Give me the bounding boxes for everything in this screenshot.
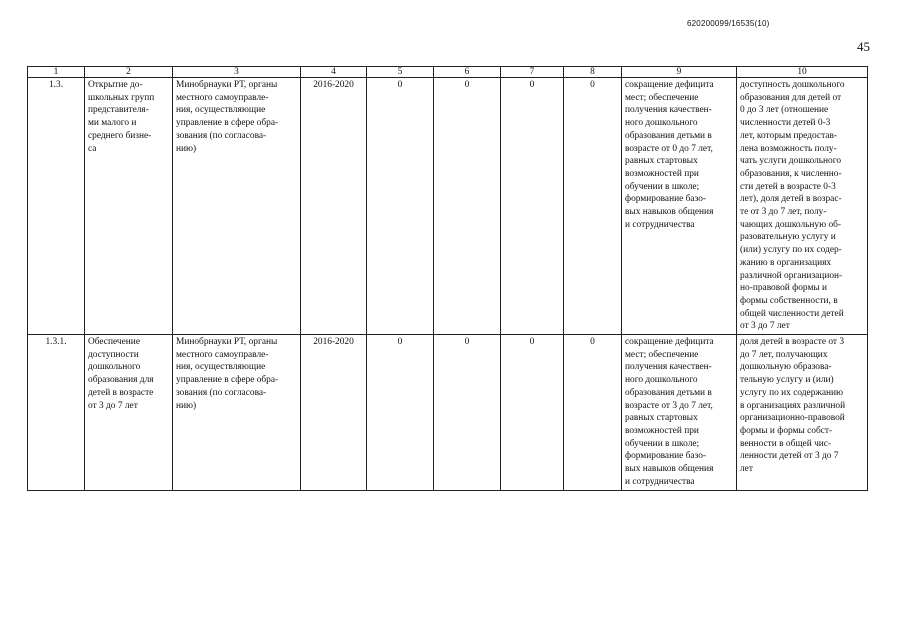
table-row bbox=[28, 78, 868, 335]
value-cell-6: 0 bbox=[434, 78, 501, 335]
executor-cell: Минобрнауки РТ, органы местного самоуправле- ния, осуществляющие управление в сфере обра- зования (по согласова- нию) bbox=[173, 335, 301, 490]
column-header-10: 10 bbox=[737, 67, 868, 78]
column-header-9: 9 bbox=[622, 67, 737, 78]
value-cell-7: 0 bbox=[501, 335, 564, 490]
executor-cell: Минобрнауки РТ, органы местного самоуправле- ния, осуществляющие управление в сфере обра- зования (по согласова- нию) bbox=[173, 78, 301, 335]
value-cell-8: 0 bbox=[564, 335, 622, 490]
indicator-cell: доля детей в возрасте от 3 до 7 лет, получающих дошкольную образова- тельную услугу и (или) услугу по их содержанию в организациях различной организационно-правовой формы и формы собст- венности в общей чис- ленности детей от 3 до 7 лет bbox=[737, 335, 868, 490]
column-header-5: 5 bbox=[367, 67, 434, 78]
period-cell: 2016-2020 bbox=[301, 78, 367, 335]
value-cell-7: 0 bbox=[501, 78, 564, 335]
column-header-4: 4 bbox=[301, 67, 367, 78]
value-cell-5: 0 bbox=[367, 335, 434, 490]
table-row bbox=[28, 335, 868, 490]
column-header-8: 8 bbox=[564, 67, 622, 78]
column-header-6: 6 bbox=[434, 67, 501, 78]
program-measures-table bbox=[27, 66, 868, 491]
column-number-header-row bbox=[28, 67, 868, 78]
column-header-3: 3 bbox=[173, 67, 301, 78]
column-header-7: 7 bbox=[501, 67, 564, 78]
page-number: 45 bbox=[857, 39, 870, 54]
row-number-cell: 1.3. bbox=[28, 78, 85, 335]
period-cell: 2016-2020 bbox=[301, 335, 367, 490]
row-number-cell: 1.3.1. bbox=[28, 335, 85, 490]
value-cell-8: 0 bbox=[564, 78, 622, 335]
value-cell-6: 0 bbox=[434, 335, 501, 490]
column-header-2: 2 bbox=[85, 67, 173, 78]
document-number: 620200099/16535(10) bbox=[687, 19, 770, 28]
value-cell-5: 0 bbox=[367, 78, 434, 335]
expected-result-cell: сокращение дефицита мест; обеспечение получения качествен- ного дошкольного образования детьми в возрасте от 3 до 7 лет, равных стартовых возможностей при обучении в школе; формирование базо- вых навыков общения и сотрудничества bbox=[622, 335, 737, 490]
column-header-1: 1 bbox=[28, 67, 85, 78]
indicator-cell: доступность дошкольного образования для детей от 0 до 3 лет (отношение численности детей 0-3 лет, которым предостав- лена возможность полу- чать услуги дошкольного образования, к численно- сти детей в возрасте 0-3 лет), доля детей в возрас- те от 3 до 7 лет, полу- чающих дошкольную об- разовательную услугу и (или) услугу по их содер- жанию в организациях различной организацион- но-правовой формы и формы собственности, в общей численности детей от 3 до 7 лет bbox=[737, 78, 868, 335]
measure-name-cell: Обеспечение доступности дошкольного образования для детей в возрасте от 3 до 7 лет bbox=[85, 335, 173, 490]
measure-name-cell: Открытие до- школьных групп представителя- ми малого и среднего бизне- са bbox=[85, 78, 173, 335]
expected-result-cell: сокращение дефицита мест; обеспечение получения качествен- ного дошкольного образования детьми в возрасте от 0 до 7 лет, равных стартовых возможностей при обучении в школе; формирование базо- вых навыков общения и сотрудничества bbox=[622, 78, 737, 335]
